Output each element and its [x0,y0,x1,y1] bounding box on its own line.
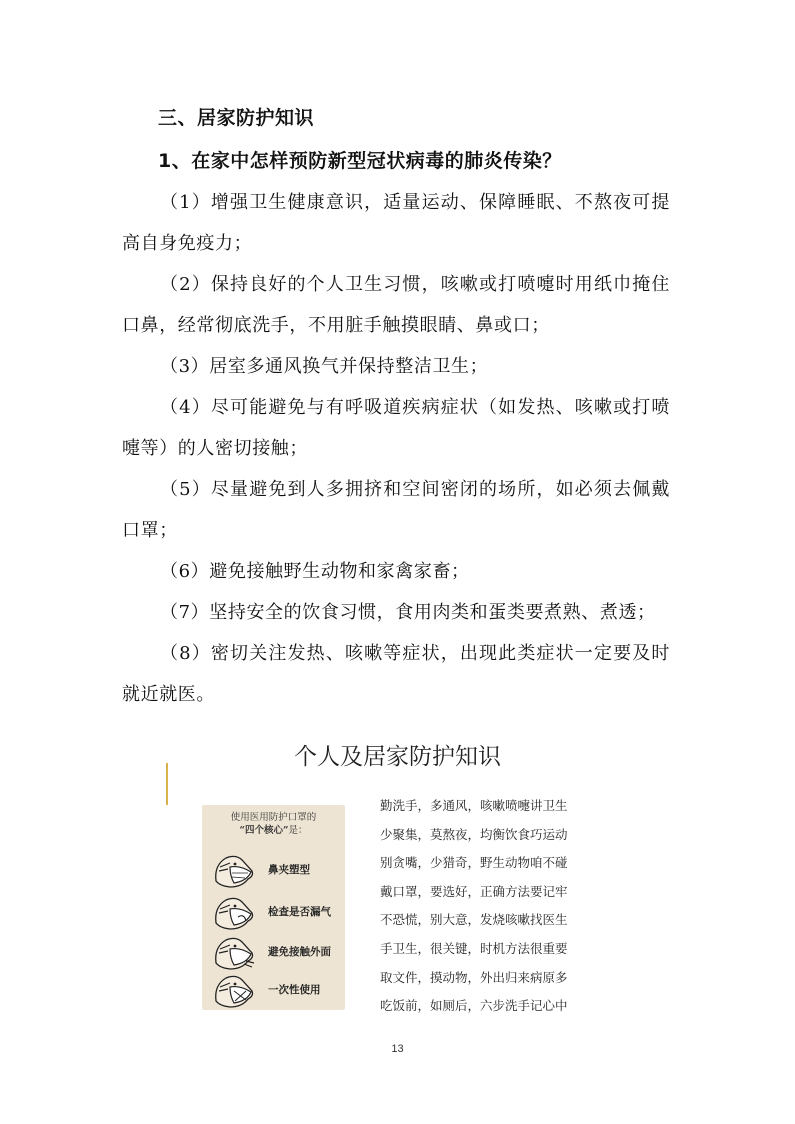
mask-step [208,851,342,889]
prevention-tips-list [122,182,670,715]
tip-item: （1）增强卫生健康意识，适量运动、保障睡眠、不熬夜可提高自身免疫力； [122,192,670,254]
rhyme-line: 勤洗手，多通风，咳嗽喷嚏讲卫生 [380,798,568,813]
mask-step [208,893,342,931]
mask-step [208,933,342,971]
step-label: 检查是否漏气 [268,906,331,918]
tip-item: （8）密切关注发热、咳嗽等症状，出现此类症状一定要及时就近就医。 [122,643,670,705]
masked-face-icon [208,933,258,971]
rhyme-line: 手卫生，很关键，时机方法很重要 [380,940,568,956]
illustration-title: 个人及居家防护知识 [294,744,501,770]
protection-rhymes-list [380,792,568,1021]
tip-item: （7）坚持安全的饮食习惯，食用肉类和蛋类要煮熟、煮透； [160,602,656,623]
step-label: 鼻夹塑型 [268,864,310,876]
tip-item: （4）尽可能避免与有呼吸道疾病症状（如发热、咳嗽或打喷嚏等）的人密切接触； [122,397,670,459]
page-number: 13 [391,1043,404,1055]
rhyme-line: 戴口罩，要选好，正确方法要记牢 [380,883,568,899]
masked-face-icon [208,971,258,1009]
masked-face-icon [208,893,258,931]
tip-item: （5）尽量避免到人多拥挤和空间密闭的场所，如必须去佩戴口罩； [122,479,670,541]
mask-step [208,971,342,1009]
card-title-line2 [202,824,345,837]
rhyme-line: 别贪嘴，少猎奇，野生动物咱不碰 [380,855,568,871]
accent-bar [166,763,168,805]
tip-item: （3）居室多通风换气并保持整洁卫生； [160,356,489,377]
tip-item: （2）保持良好的个人卫生习惯，咳嗽或打喷嚏时用纸巾掩住口鼻，经常彻底洗手，不用脏手触摸眼睛、鼻或口； [122,274,670,336]
rhyme-line: 少聚集，莫熬夜，均衡饮食巧运动 [380,826,568,842]
step-label: 避免接触外面 [268,946,331,958]
section-title: 三、居家防护知识 [158,107,315,129]
card-title-line1: 使用医用防护口罩的 [230,812,317,823]
rhyme-line: 取文件，摸动物，外出归来病原多 [380,969,568,985]
masked-face-icon [208,851,258,889]
mask-usage-card [202,805,345,1010]
card-title-suffix: 是： [288,825,308,836]
step-label: 一次性使用 [268,984,321,996]
card-title-bold: “四个核心” [239,825,289,836]
question-heading: 1、在家中怎样预防新型冠状病毒的肺炎传染？ [158,150,562,172]
card-title [202,811,345,837]
tip-item: （6）避免接触野生动物和家禽家畜； [160,561,470,582]
rhyme-line: 不恐慌，别大意，发烧咳嗽找医生 [380,912,568,928]
rhyme-line: 吃饭前，如厕后，六步洗手记心中 [380,998,568,1014]
